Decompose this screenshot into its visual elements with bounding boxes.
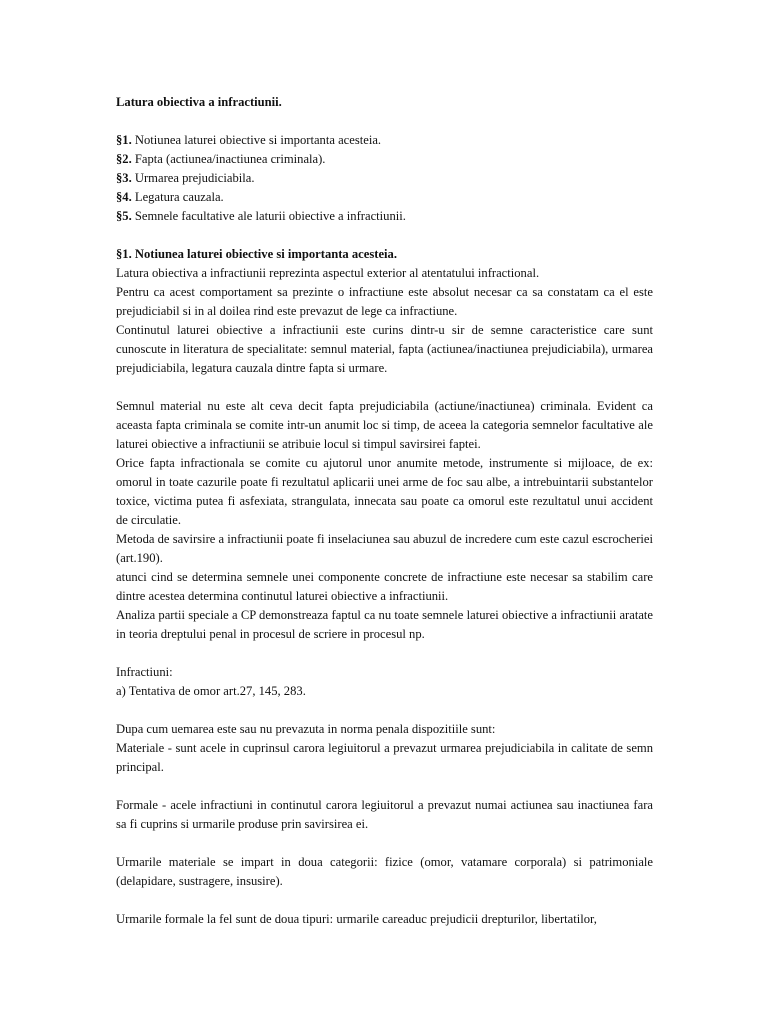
paragraph: Semnul material nu este alt ceva decit fapta prejudiciabila (actiune/inactiunea) criminala. Evident ca aceasta fapta criminala se comite intr-un anumit loc si timp, de aceea la categoria semnelor facultative ale laturei obiective a infractiunii se atribuie locul si timpul savirsirei faptei. (116, 399, 653, 451)
paragraph: Materiale - sunt acele in cuprinsul carora legiuitorul a prevazut urmarea prejudiciabila in calitate de semn principal. (116, 741, 653, 774)
paragraph: atunci cind se determina semnele unei componente concrete de infractiune este necesar sa stabilim care dintre acestea determina continutul laturei obiective a infractiunii. (116, 570, 653, 603)
toc-text: Notiunea laturei obiective si importanta acesteia. (131, 133, 382, 147)
paragraph: Dupa cum uemarea este sau nu prevazuta in norma penala dispozitiile sunt: (116, 722, 496, 736)
paragraph: Orice fapta infractionala se comite cu ajutorul unor anumite metode, instrumente si mijloace, de ex: omorul in toate cazurile poate fi rezultatul aplicarii unei arme de foc sau albe, a intrebuintarii substantelor toxice, victima putea fi asfexiata, strangulata, innecata sau poate ca omorul este rezultatul unui accident de circulatie. (116, 456, 653, 527)
paragraph: Continutul laturei obiective a infractiunii este curins dintr-u sir de semne caracteristice care sunt cunoscute in literatura de specialitate: semnul material, fapta (actiunea/inactiunea prejudiciabila), urmarea prejudiciabila, legatura cauzala dintre fapta si urmare. (116, 323, 653, 375)
paragraph: Latura obiectiva a infractiunii reprezinta aspectul exterior al atentatului infractional. (116, 266, 540, 280)
spacer (116, 226, 653, 245)
section-heading: §1. Notiunea laturei obiective si importanta acesteia. (116, 247, 397, 261)
spacer (116, 777, 653, 796)
toc-mark: §4. (116, 190, 132, 204)
document-title: Latura obiectiva a infractiunii. (116, 95, 282, 109)
toc-text: Urmarea prejudiciabila. (131, 171, 255, 185)
paragraph: Metoda de savirsire a infractiunii poate fi inselaciunea sau abuzul de incredere cum este cazul escrocheriei (art.190). (116, 532, 653, 565)
spacer (116, 834, 653, 853)
toc-text: Semnele facultative ale laturii obiective a infractiunii. (131, 209, 406, 223)
toc-item (116, 131, 653, 150)
paragraph: a) Tentativa de omor art.27, 145, 283. (116, 684, 306, 698)
paragraph: Analiza partii speciale a CP demonstreaza faptul ca nu toate semnele laturei obiective a infractiunii aratate in teoria dreptului penal in procesul de scriere in procesul np. (116, 608, 653, 641)
spacer (116, 891, 653, 910)
paragraph: Infractiuni: (116, 665, 173, 679)
toc-item (116, 207, 653, 226)
toc-mark: §3. (116, 171, 132, 185)
paragraph: Formale - acele infractiuni in continutul carora legiuitorul a prevazut numai actiunea sau inactiunea fara sa fi cuprins si urmarile produse prin savirsirea ei. (116, 798, 653, 831)
toc-item (116, 188, 653, 207)
spacer (116, 644, 653, 663)
toc-text: Legatura cauzala. (131, 190, 224, 204)
toc-mark: §1. (116, 133, 132, 147)
paragraph: Urmarile formale la fel sunt de doua tipuri: urmarile careaduc prejudicii drepturilor, libertatilor, (116, 912, 597, 926)
spacer (116, 701, 653, 720)
table-of-contents (116, 131, 653, 226)
spacer (116, 112, 653, 131)
toc-text: Fapta (actiunea/inactiunea criminala). (131, 152, 326, 166)
paragraph: Pentru ca acest comportament sa prezinte o infractiune este absolut necesar ca sa constatam ca el este prejudiciabil si in al doilea rind este prevazut de lege ca infractiune. (116, 285, 653, 318)
toc-item (116, 150, 653, 169)
paragraph: Urmarile materiale se impart in doua categorii: fizice (omor, vatamare corporala) si patrimoniale (delapidare, sustragere, insusire). (116, 855, 653, 888)
toc-mark: §5. (116, 209, 132, 223)
toc-item (116, 169, 653, 188)
document-page (116, 93, 653, 929)
toc-mark: §2. (116, 152, 132, 166)
spacer (116, 378, 653, 397)
